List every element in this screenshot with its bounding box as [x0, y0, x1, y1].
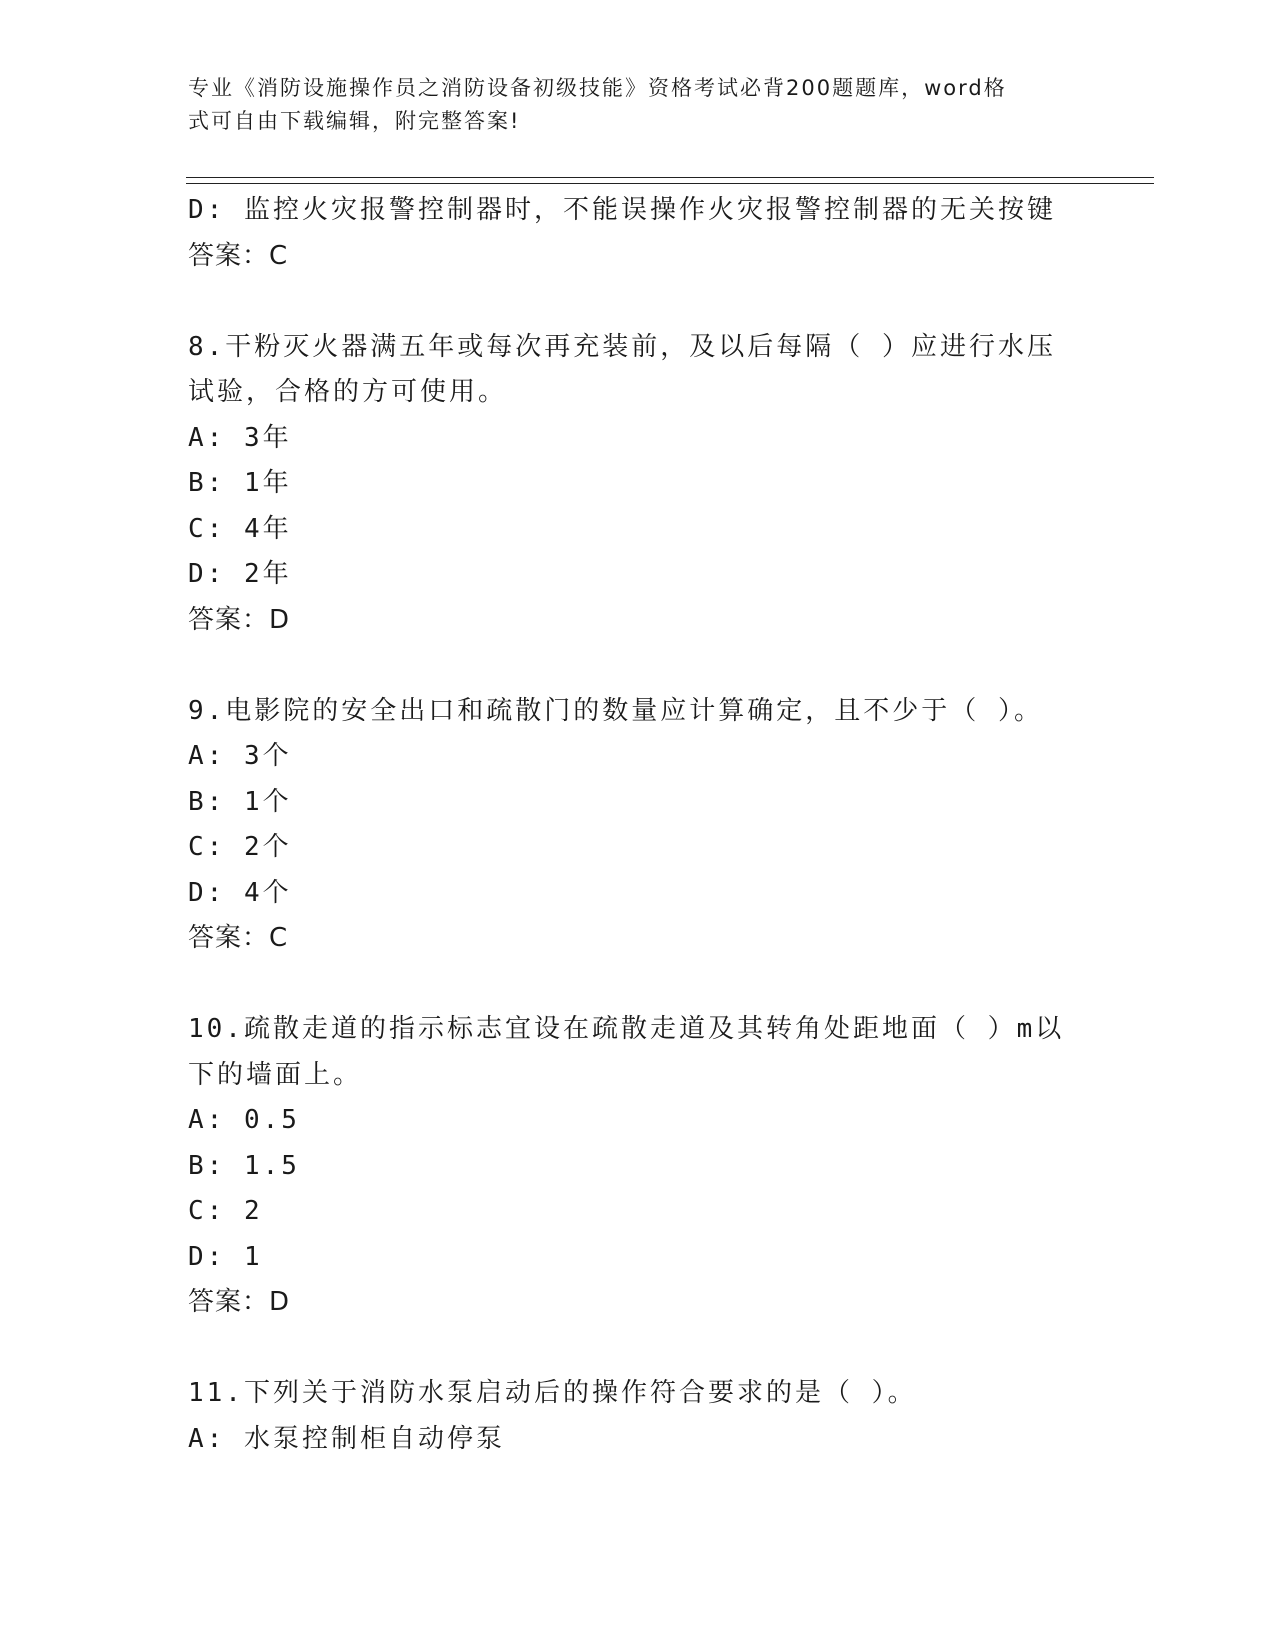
option-a: A: 水泵控制柜自动停泵: [188, 1423, 505, 1454]
header-divider-top: [186, 177, 1154, 178]
question-11: [188, 1371, 1088, 1462]
question-9: [188, 689, 1088, 962]
option-b: B: 1个: [188, 786, 292, 817]
option-d: D: 1: [188, 1241, 263, 1272]
answer: 答案：C: [188, 923, 289, 953]
option-c: C: 2: [188, 1196, 263, 1226]
question-text-line-1: 10.疏散走道的指示标志宜设在疏散走道及其转角处距地面（ ）m以: [188, 1014, 1065, 1044]
option-a: A: 0.5: [188, 1105, 300, 1135]
option-a: A: 3年: [188, 422, 292, 453]
option-c: C: 2个: [188, 832, 292, 862]
previous-question-tail: [188, 188, 1088, 279]
question-text-line-1: 8.干粉灭火器满五年或每次再充装前，及以后每隔（ ）应进行水压: [188, 331, 1056, 362]
option-d: D: 4个: [188, 877, 292, 908]
option-d: D: 2年: [188, 559, 292, 589]
question-10: [188, 1007, 1088, 1326]
question-text-line-2: 试验，合格的方可使用。: [188, 377, 508, 407]
option-d: D: 监控火灾报警控制器时，不能误操作火灾报警控制器的无关按键: [188, 195, 1056, 225]
answer: 答案：D: [188, 604, 291, 635]
question-8: [188, 325, 1088, 644]
option-b: B: 1年: [188, 468, 292, 498]
answer: 答案：C: [188, 240, 289, 271]
question-content: [188, 188, 1088, 1462]
option-b: B: 1.5: [188, 1150, 300, 1181]
header-title-line-1: 专业《消防设施操作员之消防设备初级技能》资格考试必背200题题库，word格: [188, 76, 1007, 100]
question-text-line-2: 下的墙面上。: [188, 1059, 363, 1090]
header-divider-bottom: [186, 183, 1154, 184]
question-text-line-1: 9.电影院的安全出口和疏散门的数量应计算确定，且不少于（ ）。: [188, 695, 1043, 726]
header-title-line-2: 式可自由下载编辑，附完整答案!: [188, 109, 521, 133]
answer: 答案：D: [188, 1287, 291, 1317]
document-header: [188, 72, 1068, 138]
question-text-line-1: 11.下列关于消防水泵启动后的操作符合要求的是（ ）。: [188, 1378, 917, 1408]
option-a: A: 3个: [188, 741, 292, 771]
option-c: C: 4年: [188, 513, 292, 544]
